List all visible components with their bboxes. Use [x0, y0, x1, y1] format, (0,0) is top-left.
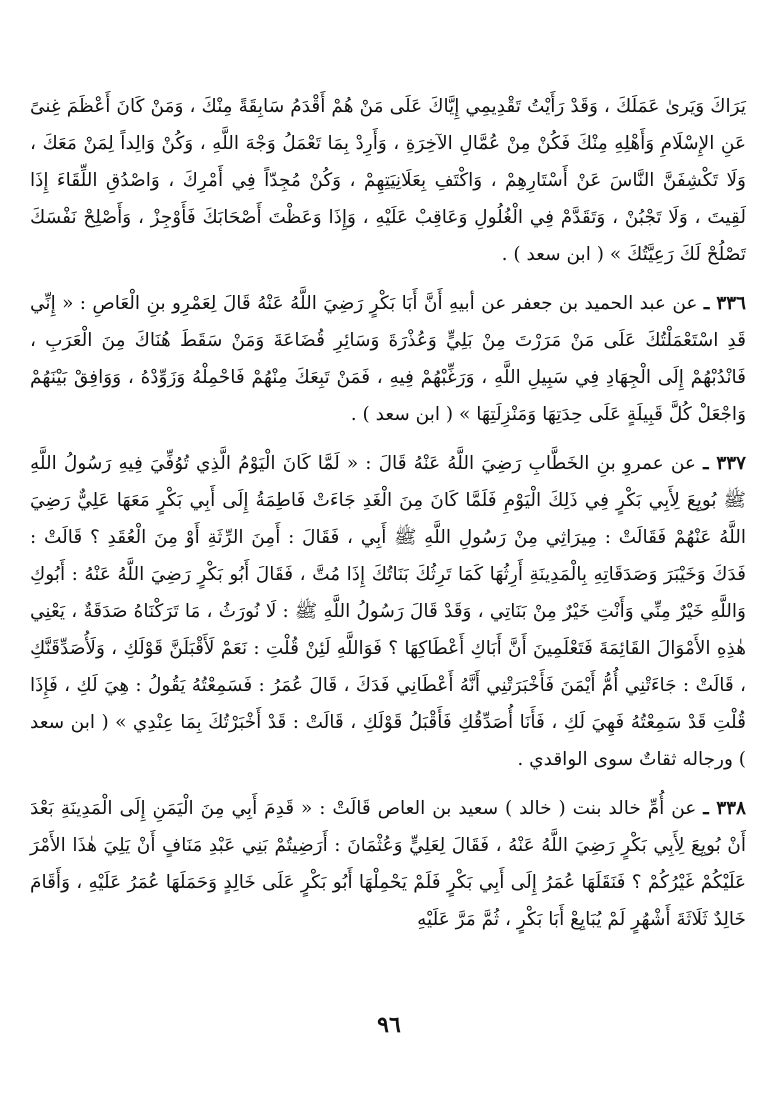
hadith-number: ٣٣٦ ـ	[703, 293, 746, 314]
page-body	[30, 88, 746, 1088]
hadith-number: ٣٣٨ ـ	[703, 798, 746, 819]
page-number: ٩٦	[377, 1012, 401, 1038]
paragraph-337	[30, 445, 746, 778]
paragraph-text: يَرَاكَ وَيَرىٰ عَمَلَكَ ، وَقَدْ رَأَيْتُ تَقْدِيمِي إِيَّاكَ عَلَى مَنْ هُمْ أَقْدَمُ سَابِقَةً مِنْكَ ، وَمَنْ كَانَ أَعْظَمَ غِنىً عَنِ الإِسْلَامِ وَأَهْلِهِ مِنْكَ فَكُنْ مِنْ عُمَّالِ الآخِرَةِ ، وَأَرِدْ بِمَا تَعْمَلُ وَجْهَ اللَّهِ ، وَكُنْ وَالِداً لِمَنْ مَعَكَ ، وَلَا تَكْشِفَنَّ النَّاسَ عَنْ أَسْتَارِهِمْ ، وَاكْتَفِ بِعَلَانِيَتِهِمْ ، وَكُنْ مُجِدّاً فِي أَمْرِكَ ، وَاصْدُقِ اللِّقَاءَ إِذَا لَقِيتَ ، وَلَا تَجْبُنْ ، وَتَقَدَّمْ فِي الْغُلُولِ وَعَاقِبْ عَلَيْهِ ، وَإِذَا وَعَظْتَ أَصْحَابَكَ فَأَوْجِزْ ، وَأَصْلِحْ نَفْسَكَ تَصْلُحْ لَكَ رَعِيَّتُكَ » ( ابن سعد ) .	[30, 96, 746, 265]
paragraph-336	[30, 285, 746, 433]
paragraph-text: عن أُمِّ خالد بنت ( خالد ) سعيد بن العاص قَالَتْ : « قَدِمَ أَبِي مِنَ الْيَمَنِ إِلَى الْمَدِينَةِ بَعْدَ أَنْ بُويِعَ لِأَبِي بَكْرٍ رَضِيَ اللَّهُ عَنْهُ ، فَقَالَ لِعَلِيٍّ وَعُثْمَانَ : أَرَضِيتُمْ بَنِي عَبْدِ مَنَافٍ أَنْ يَلِيَ هٰذَا الأَمْرَ عَلَيْكُمْ غَيْرُكُمْ ؟ فَنَقَلَهَا عُمَرُ إِلَى أَبِي بَكْرٍ فَلَمْ يَحْمِلْهَا أَبُو بَكْرٍ عَلَى خَالِدٍ وَحَمَلَهَا عُمَرُ عَلَيْهِ ، وَأَقَامَ خَالِدٌ ثَلَاثَةَ أَشْهُرٍ لَمْ يُبَايِعْ أَبَا بَكْرٍ ، ثُمَّ مَرَّ عَلَيْهِ	[30, 798, 746, 930]
paragraph-text: عن عبد الحميد بن جعفر عن أبيهِ أَنَّ أَبَا بَكْرٍ رَضِيَ اللَّهُ عَنْهُ قَالَ لِعَمْرِو بنِ الْعَاصِ : « إِنِّي قَدِ اسْتَعْمَلْتُكَ عَلَى مَنْ مَرَرْتَ مِنْ بَلِيٍّ وَعُذْرَةَ وَسَائِرِ قُضَاعَةَ وَمَنْ سَقَطَ هُنَاكَ مِنَ الْعَرَبِ ، فَانْدُبْهُمْ إِلَى الْجِهَادِ فِي سَبِيلِ اللَّهِ ، وَرَغِّبْهُمْ فِيهِ ، فَمَنْ تَبِعَكَ مِنْهُمْ فَاحْمِلْهُ وَزَوِّدْهُ ، وَوَافِقْ بَيْنَهُمْ وَاجْعَلْ كُلَّ قَبِيلَةٍ عَلَى حِدَتِهَا وَمَنْزِلَتِهَا » ( ابن سعد ) .	[30, 293, 746, 425]
paragraph-continuation	[30, 88, 746, 273]
paragraph-text: عن عمروِ بنِ الخَطَّابِ رَضِيَ اللَّهُ عَنْهُ قَالَ : « لَمَّا كَانَ الْيَوْمُ الَّذِي تُوُفِّيَ فِيهِ رَسُولُ اللَّهِ ﷺ بُويِعَ لِأَبِي بَكْرٍ فِي ذَلِكَ الْيَوْمِ فَلَمَّا كَانَ مِنَ الْغَدِ جَاءَتْ فَاطِمَةُ إِلَى أَبِي بَكْرٍ مَعَهَا عَلِيٌّ رَضِيَ اللَّهُ عَنْهُمْ فَقَالَتْ : مِيرَاثِي مِنْ رَسُولِ اللَّهِ ﷺ أَبِي ، فَقَالَ : أَمِنَ الرِّثَةِ أَوْ مِنَ الْعُقَدِ ؟ قَالَتْ : فَدَكَ وَخَيْبَرَ وَصَدَقَاتِهِ بِالْمَدِينَةِ أَرِثُهَا كَمَا تَرِثُكَ بَنَاتُكَ إِذَا مُتَّ ، فَقَالَ أَبُو بَكْرٍ رَضِيَ اللَّهُ عَنْهُ : أَبُوكِ وَاللَّهِ خَيْرٌ مِنِّي وَأَنْتِ خَيْرٌ مِنْ بَنَاتِي ، وَقَدْ قَالَ رَسُولُ اللَّهِ ﷺ : لَا نُورَثُ ، مَا تَرَكْنَاهُ صَدَقَةٌ ، يَعْنِي هٰذِهِ الأَمْوَالَ القَائِمَةَ فَتَعْلَمِينَ أَنَّ أَبَاكِ أَعْطَاكِهَا ؟ فَوَاللَّهِ لَئِنْ قُلْتِ : نَعَمْ لَأَقْبَلَنَّ قَوْلَكِ ، وَلَأُصَدِّقَنَّكِ ، قَالَتْ : جَاءَتْنِي أُمُّ أَيْمَنَ فَأَخْبَرَتْنِي أَنَّهُ أَعْطَانِي فَدَكَ ، قَالَ عُمَرُ : فَسَمِعْتُهُ يَقُولُ : هِيَ لَكِ ، فَإِذَا قُلْتِ قَدْ سَمِعْتُهُ فَهِيَ لَكِ ، فَأَنَا أُصَدِّقُكِ فَأَقْبَلُ قَوْلَكِ ، قَالَتْ : قَدْ أَخْبَرْتُكَ بِمَا عِنْدِي » ( ابن سعد ) ورجاله ثقاتٌ سوى الواقدي .	[30, 453, 746, 770]
paragraph-338	[30, 790, 746, 938]
hadith-number: ٣٣٧ ـ	[703, 453, 746, 474]
